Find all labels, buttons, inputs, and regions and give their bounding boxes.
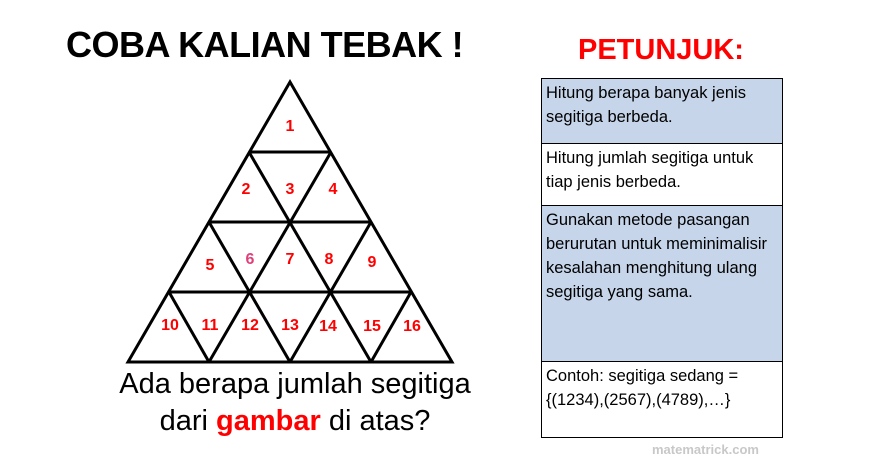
triangle-label-13: 13	[281, 317, 299, 334]
question-text	[60, 366, 530, 440]
triangle-label-14: 14	[319, 318, 337, 335]
triangle-label-7: 7	[285, 251, 295, 268]
hint-panel	[541, 78, 783, 438]
hint-box-4: Contoh: segitiga sedang ={(1234),(2567),(4789),…}	[542, 362, 782, 437]
hint-title: PETUNJUK:	[578, 34, 744, 66]
question-suffix: di atas?	[320, 405, 431, 437]
triangle-label-8: 8	[324, 251, 334, 268]
triangle-label-9: 9	[367, 254, 377, 271]
triangle-label-4: 4	[328, 181, 338, 198]
question-highlight: gambar	[216, 405, 321, 437]
question-prefix: dari	[159, 405, 216, 437]
triangle-label-5: 5	[205, 257, 215, 274]
triangle-label-16: 16	[403, 318, 421, 335]
hint-box-1: Hitung berapa banyak jenis segitiga berbeda.	[542, 79, 782, 144]
triangle-label-15: 15	[363, 318, 381, 335]
hint-box-2: Hitung jumlah segitiga untuk tiap jenis berbeda.	[542, 144, 782, 206]
triangle-label-11: 11	[201, 317, 219, 334]
triangle-label-1: 1	[285, 118, 295, 135]
page-title: COBA KALIAN TEBAK !	[66, 24, 464, 65]
triangle-label-10: 10	[161, 317, 179, 334]
triangle-label-2: 2	[241, 181, 251, 198]
triangle-label-3: 3	[285, 181, 295, 198]
watermark: matematrick.com	[652, 442, 759, 457]
triangle-label-12: 12	[241, 317, 259, 334]
hint-box-3: Gunakan metode pasangan berurutan untuk meminimalisir kesalahan menghitung ulang segitiga yang sama.	[542, 206, 782, 362]
question-line-2	[60, 403, 530, 440]
triangle-label-6: 6	[245, 251, 255, 268]
question-line-1: Ada berapa jumlah segitiga	[119, 368, 471, 400]
